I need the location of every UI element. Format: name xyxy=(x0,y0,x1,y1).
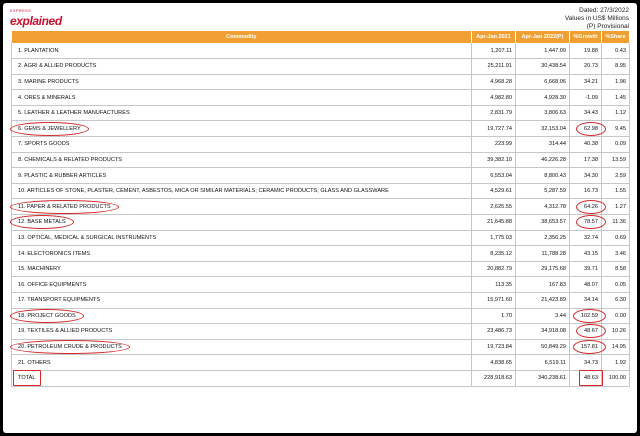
commodity-name: 2. AGRI & ALLIED PRODUCTS xyxy=(18,63,97,70)
v2022-value: 32,153.04 xyxy=(541,125,566,132)
commodity-name: 21. OTHERS xyxy=(18,359,51,366)
commodity-cell xyxy=(12,43,472,59)
share-cell xyxy=(602,105,630,121)
commodity-name: 13. OPTICAL, MEDICAL & SURGICAL INSTRUMENTS xyxy=(18,234,157,241)
v2021-cell xyxy=(472,308,516,324)
v2021-cell xyxy=(472,59,516,75)
share-cell xyxy=(602,183,630,199)
growth-cell xyxy=(570,90,602,106)
v2022-value: 29,175.68 xyxy=(541,266,566,273)
table-row xyxy=(12,324,630,340)
share-value: 13.59 xyxy=(612,156,626,163)
growth-cell xyxy=(570,215,602,231)
v2022-value: 34,918.08 xyxy=(541,328,566,335)
v2022-value: 1,447.09 xyxy=(544,47,566,54)
share-cell xyxy=(602,293,630,309)
v2022-value: 8,800.43 xyxy=(544,172,566,179)
commodity-name: 15. MACHINERY xyxy=(18,266,61,273)
v2022-cell xyxy=(516,370,570,386)
v2022-cell xyxy=(516,246,570,262)
growth-value: 40.38 xyxy=(584,141,598,148)
table-row xyxy=(12,215,630,231)
growth-cell xyxy=(570,152,602,168)
v2022-value: 4,312.78 xyxy=(544,203,566,210)
growth-cell xyxy=(570,355,602,371)
v2021-value: 19,727.74 xyxy=(487,125,512,132)
growth-value: 32.74 xyxy=(584,234,598,241)
growth-value: 34.21 xyxy=(584,78,598,85)
table-row xyxy=(12,230,630,246)
commodity-name: 7. SPORTS GOODS xyxy=(18,141,70,148)
commodity-cell xyxy=(12,355,472,371)
table-row xyxy=(12,90,630,106)
growth-value: 34.30 xyxy=(584,172,598,179)
table-row xyxy=(12,105,630,121)
v2022-value: 38,653.57 xyxy=(541,219,566,226)
col-header-share: %Share xyxy=(602,31,630,43)
commodity-name: 12. BASE METALS xyxy=(18,219,66,226)
v2021-value: 8,235.12 xyxy=(490,250,512,257)
table-row xyxy=(12,261,630,277)
growth-value: 48.07 xyxy=(584,281,598,288)
share-value: 9.45 xyxy=(615,125,626,132)
units-label: Values in US$ Millions xyxy=(564,15,629,22)
share-value: 11.36 xyxy=(612,219,626,226)
v2022-value: 11,788.28 xyxy=(541,250,566,257)
share-cell xyxy=(602,74,630,90)
v2022-value: 3,806.63 xyxy=(544,110,566,117)
col-header-2022: Apr-Jan 2022(P) xyxy=(516,31,570,43)
v2021-value: 39,382.10 xyxy=(487,156,512,163)
commodity-cell xyxy=(12,246,472,262)
v2022-value: 30,438.54 xyxy=(541,63,566,70)
v2021-cell xyxy=(472,324,516,340)
v2022-cell xyxy=(516,230,570,246)
commodity-name: 11. PAPER & RELATED PRODUCTS xyxy=(18,203,111,210)
table-row xyxy=(12,43,630,59)
v2021-value: 4,529.61 xyxy=(490,188,512,195)
commodity-cell xyxy=(12,168,472,184)
col-header-2021: Apr-Jan 2021 xyxy=(472,31,516,43)
growth-value: -1.09 xyxy=(585,94,598,101)
growth-cell xyxy=(570,261,602,277)
share-cell xyxy=(602,137,630,153)
commodity-cell xyxy=(12,261,472,277)
commodity-name: 1. PLANTATION xyxy=(18,47,59,54)
growth-cell xyxy=(570,308,602,324)
v2021-value: 4,838.65 xyxy=(490,359,512,366)
growth-cell xyxy=(570,59,602,75)
growth-value: 34.43 xyxy=(584,110,598,117)
growth-cell xyxy=(570,277,602,293)
v2022-cell xyxy=(516,261,570,277)
share-cell xyxy=(602,370,630,386)
share-cell xyxy=(602,277,630,293)
commodity-cell xyxy=(12,90,472,106)
v2021-value: 20,882.79 xyxy=(487,266,512,273)
commodity-name: 17. TRANSPORT EQUIPMENTS xyxy=(18,297,101,304)
v2022-cell xyxy=(516,168,570,184)
v2022-cell xyxy=(516,105,570,121)
share-cell xyxy=(602,355,630,371)
commodity-cell xyxy=(12,152,472,168)
table-row xyxy=(12,246,630,262)
growth-cell xyxy=(570,246,602,262)
share-cell xyxy=(602,261,630,277)
commodity-cell xyxy=(12,121,472,137)
table-body xyxy=(12,43,630,386)
v2021-cell xyxy=(472,137,516,153)
share-cell xyxy=(602,59,630,75)
growth-cell xyxy=(570,370,602,386)
v2022-cell xyxy=(516,277,570,293)
v2021-value: 4,982.80 xyxy=(490,94,512,101)
share-value: 1.45 xyxy=(615,94,626,101)
v2021-value: 1,775.03 xyxy=(490,234,512,241)
commodity-name: 14. ELECTORONICS ITEMS xyxy=(18,250,91,257)
v2021-cell xyxy=(472,121,516,137)
v2021-cell xyxy=(472,261,516,277)
commodity-cell xyxy=(12,105,472,121)
table-row xyxy=(12,355,630,371)
commodity-cell xyxy=(12,74,472,90)
v2022-value: 4,928.30 xyxy=(544,94,566,101)
share-value: 3.46 xyxy=(615,250,626,257)
share-value: 1.12 xyxy=(615,110,626,117)
growth-value: 17.38 xyxy=(584,156,598,163)
commodity-name: 10. ARTICLES OF STONE, PLASTER, CEMENT, ASBESTOS, MICA OR SIMILAR MATERIALS; CERAMIC PRODUCTS; GLASS AND GLASSWARE xyxy=(18,188,389,195)
v2021-value: 6,553.04 xyxy=(490,172,512,179)
v2022-cell xyxy=(516,199,570,215)
document-meta xyxy=(565,7,629,31)
table-row xyxy=(12,152,630,168)
growth-cell xyxy=(570,74,602,90)
commodity-name: 8. CHEMICALS & RELATED PRODUCTS xyxy=(18,156,123,163)
table-row xyxy=(12,137,630,153)
v2021-value: 2,831.79 xyxy=(490,110,512,117)
share-value: 1.55 xyxy=(615,188,626,195)
col-header-commodity: Commodity xyxy=(12,31,472,43)
share-value: 1.27 xyxy=(615,203,626,210)
v2021-value: 15,971.60 xyxy=(487,297,512,304)
growth-value: 64.26 xyxy=(584,203,598,210)
table-row xyxy=(12,199,630,215)
share-cell xyxy=(602,168,630,184)
v2021-cell xyxy=(472,246,516,262)
brand-name: explained xyxy=(10,14,62,28)
commodity-name: TOTAL xyxy=(18,375,36,382)
commodity-cell xyxy=(12,324,472,340)
growth-cell xyxy=(570,43,602,59)
v2022-value: 6,519.11 xyxy=(544,359,566,366)
table-row xyxy=(12,277,630,293)
v2021-value: 228,918.63 xyxy=(484,375,512,382)
v2022-value: 5,287.59 xyxy=(544,188,566,195)
status-label: (P) Provisional xyxy=(586,23,629,30)
table-row xyxy=(12,121,630,137)
v2022-value: 167.83 xyxy=(548,281,566,288)
share-cell xyxy=(602,43,630,59)
v2021-cell xyxy=(472,355,516,371)
v2022-cell xyxy=(516,90,570,106)
commodity-cell xyxy=(12,370,472,386)
growth-value: 157.81 xyxy=(580,344,598,351)
brand-small-text: EXPRESS xyxy=(10,8,31,13)
share-value: 0.09 xyxy=(615,141,626,148)
v2022-cell xyxy=(516,355,570,371)
commodity-cell xyxy=(12,308,472,324)
table-row xyxy=(12,74,630,90)
share-value: 10.26 xyxy=(612,328,626,335)
commodity-cell xyxy=(12,230,472,246)
v2021-cell xyxy=(472,230,516,246)
v2021-cell xyxy=(472,277,516,293)
commodity-name: 20. PETROLEUM CRUDE & PRODUCTS xyxy=(18,344,122,351)
commodity-cell xyxy=(12,339,472,355)
share-cell xyxy=(602,90,630,106)
share-value: 8.95 xyxy=(615,63,626,70)
table-row xyxy=(12,168,630,184)
v2022-value: 314.44 xyxy=(548,141,566,148)
commodity-cell xyxy=(12,59,472,75)
v2022-cell xyxy=(516,43,570,59)
share-value: 8.58 xyxy=(615,266,626,273)
commodity-name: 5. LEATHER & LEATHER MANUFACTURES xyxy=(18,110,130,117)
v2022-value: 6,668.06 xyxy=(544,78,566,85)
v2021-cell xyxy=(472,90,516,106)
growth-cell xyxy=(570,230,602,246)
v2022-cell xyxy=(516,152,570,168)
table-row xyxy=(12,183,630,199)
growth-value: 20.73 xyxy=(584,63,598,70)
dated-label: Dated: 27/3/2022 xyxy=(579,7,629,14)
v2022-cell xyxy=(516,59,570,75)
commodity-cell xyxy=(12,215,472,231)
growth-value: 39.71 xyxy=(584,266,598,273)
commodity-name: 19. TEXTILES & ALLIED PRODUCTS xyxy=(18,328,113,335)
v2022-value: 3.44 xyxy=(555,312,566,319)
growth-value: 102.59 xyxy=(580,312,598,319)
growth-cell xyxy=(570,183,602,199)
v2021-cell xyxy=(472,105,516,121)
growth-value: 48.67 xyxy=(584,328,598,335)
growth-cell xyxy=(570,121,602,137)
v2021-cell xyxy=(472,183,516,199)
share-value: 0.05 xyxy=(615,281,626,288)
v2022-value: 50,849.29 xyxy=(541,344,566,351)
v2021-value: 113.35 xyxy=(495,281,512,288)
share-cell xyxy=(602,246,630,262)
commodity-name: 3. MARINE PRODUCTS xyxy=(18,78,79,85)
v2021-value: 23,486.73 xyxy=(487,328,512,335)
share-value: 1.96 xyxy=(615,78,626,85)
v2021-cell xyxy=(472,215,516,231)
table-row xyxy=(12,308,630,324)
growth-cell xyxy=(570,199,602,215)
share-cell xyxy=(602,152,630,168)
v2022-cell xyxy=(516,308,570,324)
growth-value: 78.57 xyxy=(584,219,598,226)
growth-cell xyxy=(570,339,602,355)
growth-value: 16.73 xyxy=(584,188,598,195)
growth-value: 19.88 xyxy=(584,47,598,54)
v2022-cell xyxy=(516,74,570,90)
document-page xyxy=(3,3,637,433)
v2021-value: 223.99 xyxy=(494,141,512,148)
v2022-value: 340,238.61 xyxy=(538,375,566,382)
v2021-value: 1.70 xyxy=(501,312,512,319)
share-value: 100.00 xyxy=(608,375,626,382)
growth-cell xyxy=(570,137,602,153)
v2022-cell xyxy=(516,183,570,199)
v2021-cell xyxy=(472,43,516,59)
share-value: 2.59 xyxy=(615,172,626,179)
brand-logo xyxy=(10,9,62,29)
share-value: 0.43 xyxy=(615,47,626,54)
commodity-table xyxy=(11,31,630,387)
v2021-value: 21,645.88 xyxy=(487,219,512,226)
commodity-name: 18. PROJECT GOODS xyxy=(18,312,76,319)
v2021-value: 25,211.91 xyxy=(487,63,512,70)
v2022-cell xyxy=(516,121,570,137)
v2021-cell xyxy=(472,293,516,309)
share-value: 6.30 xyxy=(615,297,626,304)
v2021-value: 19,723.84 xyxy=(487,344,512,351)
commodity-cell xyxy=(12,293,472,309)
commodity-cell xyxy=(12,199,472,215)
share-value: 1.92 xyxy=(615,359,626,366)
v2021-cell xyxy=(472,199,516,215)
col-header-growth: %Growth xyxy=(570,31,602,43)
v2021-value: 1,207.11 xyxy=(490,47,512,54)
commodity-name: 6. GEMS & JEWELLERY xyxy=(18,125,81,132)
growth-value: 62.98 xyxy=(584,125,598,132)
commodity-cell xyxy=(12,277,472,293)
commodity-cell xyxy=(12,183,472,199)
share-value: 0.00 xyxy=(615,312,626,319)
table-header-row xyxy=(12,31,630,43)
growth-cell xyxy=(570,293,602,309)
v2021-value: 2,625.55 xyxy=(490,203,512,210)
v2021-cell xyxy=(472,339,516,355)
table-row xyxy=(12,293,630,309)
total-row xyxy=(12,370,630,386)
v2022-cell xyxy=(516,137,570,153)
commodity-cell xyxy=(12,137,472,153)
v2021-cell xyxy=(472,370,516,386)
v2021-cell xyxy=(472,152,516,168)
v2022-value: 21,423.89 xyxy=(541,297,566,304)
commodity-name: 4. ORES & MINERALS xyxy=(18,94,76,101)
table-row xyxy=(12,339,630,355)
v2021-cell xyxy=(472,168,516,184)
v2021-cell xyxy=(472,74,516,90)
growth-value: 43.15 xyxy=(584,250,598,257)
v2022-cell xyxy=(516,293,570,309)
v2022-value: 2,356.25 xyxy=(544,234,566,241)
growth-cell xyxy=(570,324,602,340)
commodity-name: 9. PLASTIC & RUBBER ARTICLES xyxy=(18,172,107,179)
v2022-cell xyxy=(516,215,570,231)
growth-value: 34.73 xyxy=(584,359,598,366)
v2021-value: 4,968.28 xyxy=(490,78,512,85)
growth-value: 34.14 xyxy=(584,297,598,304)
v2022-cell xyxy=(516,324,570,340)
table-row xyxy=(12,59,630,75)
growth-cell xyxy=(570,168,602,184)
v2022-value: 46,226.28 xyxy=(541,156,566,163)
growth-cell xyxy=(570,105,602,121)
share-value: 0.69 xyxy=(615,234,626,241)
share-cell xyxy=(602,230,630,246)
growth-value: 48.63 xyxy=(584,375,598,382)
v2022-cell xyxy=(516,339,570,355)
commodity-name: 16. OFFICE EQUIPMENTS xyxy=(18,281,87,288)
share-value: 14.95 xyxy=(612,344,626,351)
